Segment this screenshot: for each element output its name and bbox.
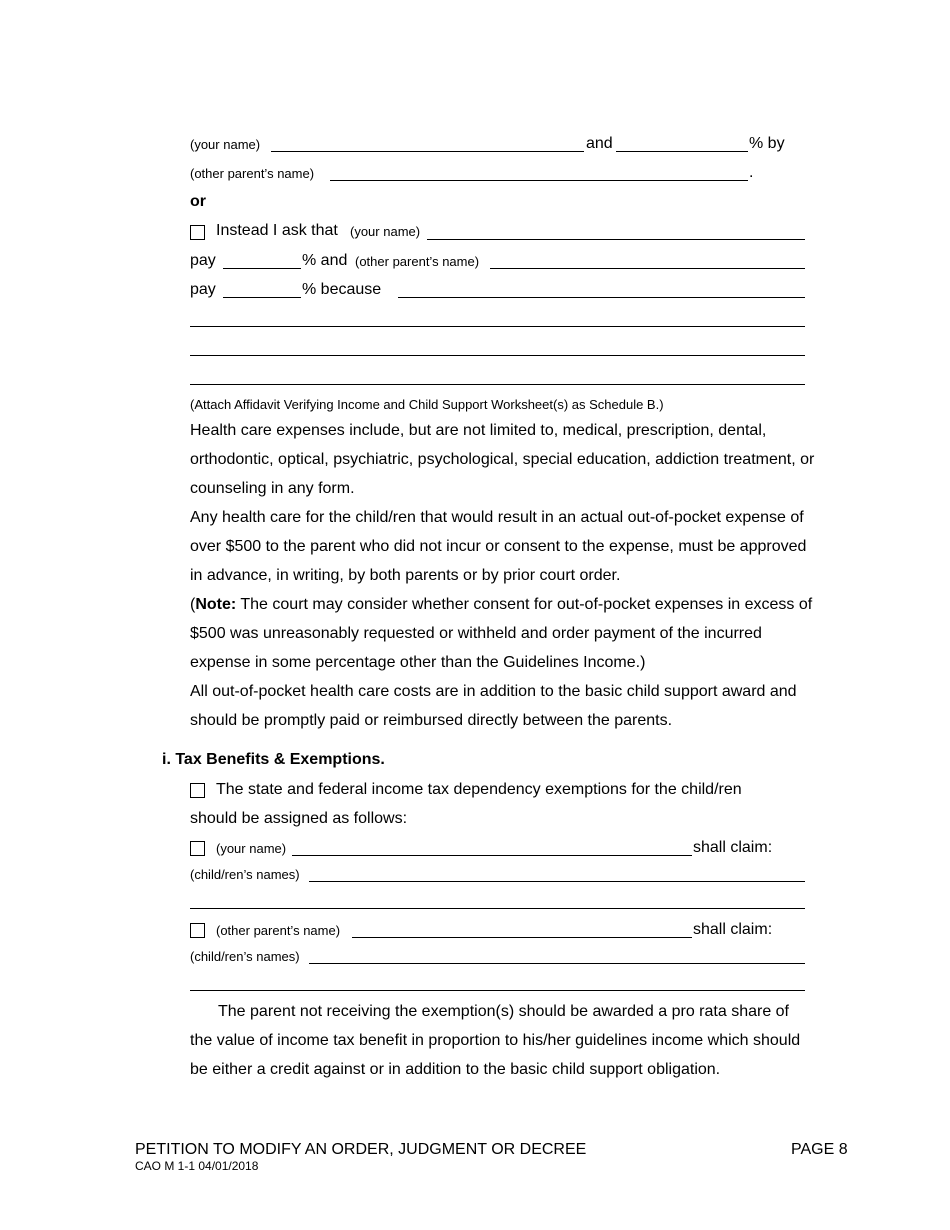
percent-and-text: % and <box>302 252 348 269</box>
because-field-line-4[interactable] <box>190 384 805 385</box>
your-name-field[interactable] <box>271 151 584 152</box>
instead-text: Instead I ask that <box>216 222 338 239</box>
percent-because-text: % because <box>302 281 382 298</box>
pay-percent-field[interactable] <box>223 268 301 269</box>
because-field-line-3[interactable] <box>190 355 805 356</box>
shall-claim-text-2: shall claim: <box>693 921 773 938</box>
health-care-approval: Any health care for the child/ren that would result in an actual out-of-pocket expense of over $500 to the parent who did not incur or consent to the expense, must be approved in advance, in writing, by both parents or by prior court order. <box>190 509 807 584</box>
health-care-costs: All out-of-pocket health care costs are in addition to the basic child support award and should be promptly paid or reimbursed directly between the parents. <box>190 683 797 729</box>
tax-heading: i. Tax Benefits & Exemptions. <box>162 751 385 768</box>
pro-rata-paragraph: The parent not receiving the exemption(s) should be awarded a pro rata share of the value of income tax benefit in proportion to his/her guidelines income which should be either a credit against or in addition to the basic child support obligation. <box>190 1003 801 1078</box>
pay-text: pay <box>190 252 216 269</box>
tax-your-name-label: (your name) <box>216 841 287 856</box>
tax-your-name-field[interactable] <box>292 855 692 856</box>
children-names-field-3[interactable] <box>309 963 805 964</box>
health-care-note <box>190 590 815 677</box>
your-name-label: (your name) <box>190 137 261 152</box>
shall-claim-text: shall claim: <box>693 839 773 856</box>
pay-percent-field-2[interactable] <box>223 297 301 298</box>
children-names-field[interactable] <box>309 881 805 882</box>
exemption-checkbox[interactable] <box>190 783 205 798</box>
health-care-definition: Health care expenses include, but are not limited to, medical, prescription, dental, orthodontic, optical, psychiatric, psychological, special education, addiction treatment, or counseling in any form. <box>190 422 815 497</box>
instead-your-name-label: (your name) <box>350 224 421 239</box>
exemption-text-line1: The state and federal income tax dependency exemptions for the child/ren <box>216 781 742 798</box>
tax-other-parent-label: (other parent’s name) <box>216 923 341 938</box>
instead-checkbox[interactable] <box>190 225 205 240</box>
footer-title: PETITION TO MODIFY AN ORDER, JUDGMENT OR DECREE <box>135 1141 587 1158</box>
note-text: The court may consider whether consent for out-of-pocket expenses in excess of $500 was unreasonably requested or withheld and order payment of the incurred expense in some percentage other than the Guidelines Income.) <box>190 596 813 671</box>
period-text: . <box>749 164 754 181</box>
pay-text-2: pay <box>190 281 216 298</box>
other-parent-name-field[interactable] <box>330 180 748 181</box>
your-percent-field[interactable] <box>616 151 748 152</box>
health-care-section <box>190 416 815 735</box>
pay-other-parent-label: (other parent’s name) <box>355 254 480 269</box>
note-label: Note: <box>195 596 237 613</box>
other-claim-checkbox[interactable] <box>190 923 205 938</box>
attach-note: (Attach Affidavit Verifying Income and Child Support Worksheet(s) as Schedule B.) <box>190 397 664 412</box>
note-open: ( <box>190 596 196 613</box>
children-label-2: (child/ren’s names) <box>190 949 300 964</box>
percent-by-text: % by <box>749 135 785 152</box>
or-text: or <box>190 193 206 210</box>
tax-other-parent-field[interactable] <box>352 937 692 938</box>
pay-other-parent-field[interactable] <box>490 268 805 269</box>
instead-your-name-field[interactable] <box>427 239 805 240</box>
your-claim-checkbox[interactable] <box>190 841 205 856</box>
and-text: and <box>586 135 613 152</box>
exemption-text-line2: should be assigned as follows: <box>190 810 408 827</box>
page-number: PAGE 8 <box>791 1141 848 1158</box>
form-id: CAO M 1-1 04/01/2018 <box>135 1159 259 1173</box>
children-names-field-2[interactable] <box>190 908 805 909</box>
because-field-line-2[interactable] <box>190 326 805 327</box>
children-names-field-4[interactable] <box>190 990 805 991</box>
other-parent-label: (other parent’s name) <box>190 166 315 181</box>
because-field[interactable] <box>398 297 805 298</box>
children-label: (child/ren’s names) <box>190 867 300 882</box>
